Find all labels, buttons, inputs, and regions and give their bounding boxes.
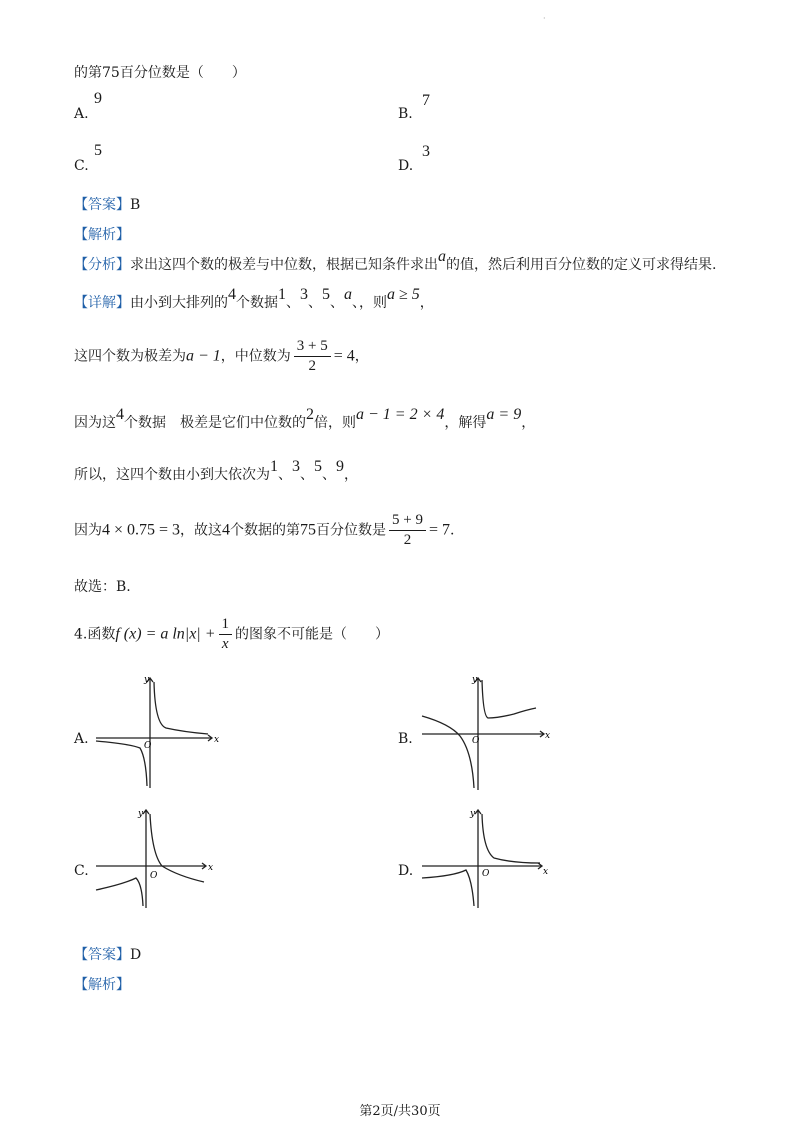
detail-2-range: a − 1 bbox=[186, 347, 221, 365]
detail-1-v4: a bbox=[344, 286, 352, 303]
detail-1-text-b: 个数据 bbox=[236, 295, 278, 311]
detail-1-count: 4 bbox=[228, 286, 236, 303]
detail-5-text-b: ，故这 bbox=[180, 522, 223, 539]
detail-3-multiple: 2 bbox=[306, 406, 314, 423]
detail-line-4 bbox=[74, 458, 358, 484]
detail-5-text-c: 个数据的第 bbox=[230, 522, 301, 539]
q4-text-b: 的图象不可能是（ ） bbox=[235, 626, 389, 643]
detail-4-v2: 3 bbox=[292, 458, 300, 475]
detail-5-calc: 4 × 0.75 = 3 bbox=[102, 521, 181, 539]
detail-1-sep: 、 bbox=[308, 295, 322, 311]
detail-1-condition: a ≥ 5 bbox=[387, 286, 420, 303]
detail-2-text-b: ，中位数为 bbox=[220, 348, 291, 365]
detail-5-result: = 7 bbox=[429, 521, 451, 539]
detail-1-v1: 1 bbox=[278, 286, 286, 303]
graph-a-origin: O bbox=[144, 741, 152, 751]
q4-graph-d bbox=[420, 806, 550, 910]
q4-option-c-label: C. bbox=[74, 863, 89, 879]
answer-tag: 【答案】 bbox=[74, 197, 130, 213]
detail-4-text-a: 所以，这四个数由小到大依次为 bbox=[74, 467, 270, 483]
detail-2-fraction bbox=[294, 338, 331, 375]
detail-5-percentile: 75 bbox=[300, 521, 317, 539]
detail-2-result: = 4 bbox=[333, 347, 355, 365]
q3-answer-line bbox=[74, 194, 140, 214]
graph-b-x-label: x bbox=[545, 731, 550, 741]
graph-b-y-label: y bbox=[472, 675, 478, 685]
q4-answer-tag: 【答案】 bbox=[74, 947, 130, 963]
q4-option-b-label: B. bbox=[398, 731, 413, 747]
detail-line-5 bbox=[74, 512, 455, 549]
detail-4-v4: 9 bbox=[336, 458, 344, 475]
graph-c-origin: O bbox=[150, 871, 158, 881]
corner-mark: · bbox=[543, 14, 546, 23]
detail-4-sep: 、 bbox=[278, 467, 292, 483]
detail-4-end: ， bbox=[344, 467, 358, 483]
detail-5-text-a: 因为 bbox=[74, 522, 102, 539]
q3-option-c-value: 5 bbox=[94, 142, 102, 159]
q3-stem-tail: 的第75百分位数是（ ） bbox=[74, 65, 246, 81]
graph-b-origin: O bbox=[472, 736, 480, 746]
detail-line-3 bbox=[74, 406, 536, 432]
q4-fraction bbox=[219, 616, 233, 653]
detail-4-sep: 、 bbox=[322, 467, 336, 483]
q4-func-num: 1 bbox=[219, 616, 233, 635]
q4-analysis-tag: 【解析】 bbox=[74, 977, 130, 993]
detail-5-num: 5 + 9 bbox=[389, 512, 426, 531]
detail-3-text-a: 因为这 bbox=[74, 415, 116, 431]
q3-option-d-label: D. bbox=[398, 158, 414, 174]
detail-4-v3: 5 bbox=[314, 458, 322, 475]
q4-answer-value: D bbox=[130, 947, 142, 963]
detail-3-text-d: ，解得 bbox=[444, 415, 487, 431]
q3-option-d-value: 3 bbox=[422, 143, 430, 160]
graph-c-x-label: x bbox=[208, 863, 214, 873]
q3-option-b-value: 7 bbox=[422, 92, 430, 109]
detail-2-text-a: 这四个数为极差为 bbox=[74, 348, 186, 365]
q4-func-den: x bbox=[221, 636, 229, 652]
q4-graph-a bbox=[94, 672, 220, 790]
detail-4-v1: 1 bbox=[270, 458, 278, 475]
detail-5-fraction bbox=[389, 512, 426, 549]
detail-3-equation: a − 1 = 2 × 4 bbox=[356, 406, 445, 423]
detail-1-sep: 、 bbox=[286, 295, 300, 311]
detail-5-den: 2 bbox=[403, 532, 412, 548]
q4-graph-b bbox=[420, 672, 550, 792]
detail-3-count: 4 bbox=[116, 406, 124, 423]
page-footer: 第2页/共30页 bbox=[359, 1104, 441, 1119]
q4-stem bbox=[74, 616, 389, 653]
detail-5-end: . bbox=[450, 522, 455, 539]
q3-option-b-label: B. bbox=[398, 106, 413, 122]
q3-conclusion: 故选：B. bbox=[74, 579, 131, 595]
detail-1-end: ， bbox=[419, 295, 434, 311]
detail-5-count: 4 bbox=[222, 521, 231, 539]
q4-option-d-label: D. bbox=[398, 863, 414, 879]
detail-1-text-a: 由小到大排列的 bbox=[130, 295, 228, 311]
detail-3-text-c: 倍，则 bbox=[314, 415, 356, 431]
detail-tag: 【详解】 bbox=[74, 295, 130, 311]
detail-2-end: ， bbox=[354, 348, 369, 365]
detail-1-sep: 、 bbox=[330, 295, 344, 311]
graph-d-x-label: x bbox=[543, 867, 549, 877]
detail-2-den: 2 bbox=[308, 358, 317, 374]
q4-number: 4. bbox=[74, 626, 88, 643]
detail-3-text-b: 个数据 极差是它们中位数的 bbox=[124, 415, 306, 431]
q4-answer-line bbox=[74, 944, 141, 964]
fenxi-var: a bbox=[438, 248, 446, 265]
q4-graph-c bbox=[94, 806, 216, 910]
detail-1-sep: 、 bbox=[352, 295, 359, 311]
answer-value: B bbox=[130, 197, 141, 213]
detail-1-text-c: ，则 bbox=[359, 295, 387, 311]
fenxi-text-1: 求出这四个数的极差与中位数，根据已知条件求出 bbox=[130, 257, 438, 273]
detail-5-text-d: 百分位数是 bbox=[316, 522, 387, 539]
q3-option-a-value: 9 bbox=[94, 90, 102, 107]
detail-4-sep: 、 bbox=[300, 467, 314, 483]
q4-option-a-label: A. bbox=[74, 731, 89, 747]
detail-2-num: 3 + 5 bbox=[294, 338, 331, 357]
graph-d-origin: O bbox=[482, 869, 490, 879]
detail-line-1 bbox=[74, 286, 434, 312]
graph-d-y-label: y bbox=[470, 809, 476, 819]
graph-c-y-label: y bbox=[138, 809, 144, 819]
q3-option-a-label: A. bbox=[74, 106, 89, 122]
graph-a-y-label: y bbox=[144, 675, 150, 685]
q3-option-c-label: C. bbox=[74, 158, 89, 174]
analysis-tag: 【解析】 bbox=[74, 227, 130, 243]
detail-3-result: a = 9 bbox=[486, 406, 522, 423]
graph-a-x-label: x bbox=[214, 735, 220, 745]
fenxi-line bbox=[74, 248, 717, 274]
detail-1-v3: 5 bbox=[322, 286, 330, 303]
detail-line-2 bbox=[74, 338, 369, 375]
detail-3-end: ， bbox=[521, 415, 536, 431]
detail-1-v2: 3 bbox=[300, 286, 308, 303]
q4-function: f (x) = a ln|x| + bbox=[115, 625, 216, 643]
fenxi-text-2: 的值，然后利用百分位数的定义可求得结果. bbox=[446, 257, 717, 273]
fenxi-tag: 【分析】 bbox=[74, 257, 130, 273]
q4-text-a: 函数 bbox=[87, 626, 116, 643]
